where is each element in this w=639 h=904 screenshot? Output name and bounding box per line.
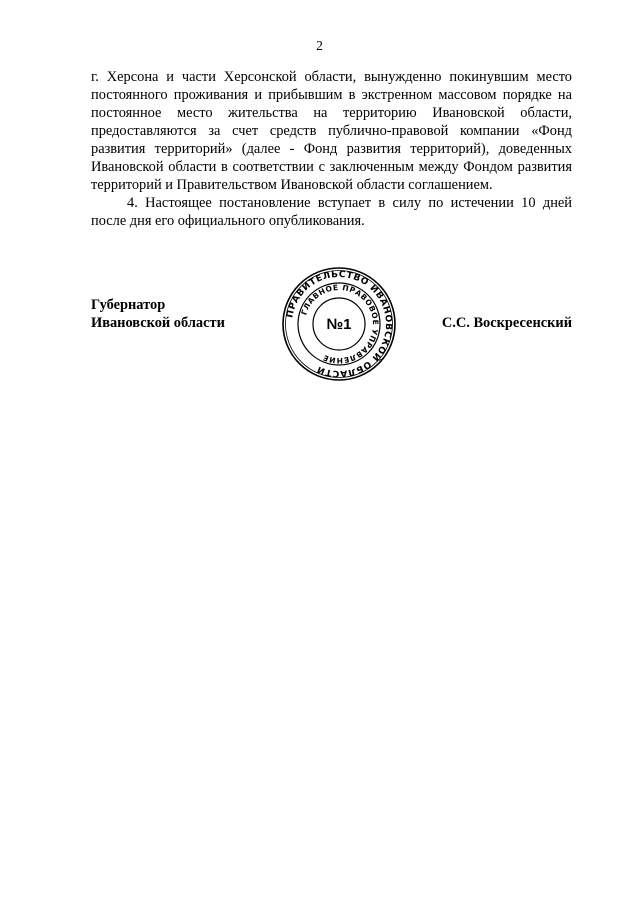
- signatory-name: С.С. Воскресенский: [441, 315, 572, 331]
- official-seal: [281, 266, 397, 382]
- signatory-title-line-1: Губернатор: [91, 297, 166, 313]
- seal-number: №1: [326, 316, 352, 333]
- page-number: 2: [316, 38, 323, 53]
- signature-block: [91, 269, 572, 379]
- seal-outer-text: ПРАВИТЕЛЬСТВО ИВАНОВСКОЙ ОБЛАСТИ: [285, 269, 394, 379]
- seal-inner-text: ГЛАВНОЕ ПРАВОВОЕ УПРАВЛЕНИЕ: [299, 282, 381, 366]
- body-paragraph-2: 4. Настоящее постановление вступает в силу по истечении 10 дней после дня его официального опубликования.: [91, 195, 572, 229]
- signatory-title: [91, 296, 225, 332]
- signatory-title-line-2: Ивановской области: [91, 315, 225, 331]
- document-body: [91, 68, 572, 230]
- body-paragraph-1: г. Херсона и части Херсонской области, вынужденно покинувшим место постоянного проживания и прибывшим в экстренном массовом порядке на постоянное место жительства на территорию Ивановской области, предоставляются за счет средств публично-правовой компании «Фонд развития территорий» (далее - Фонд развития территорий), доведенных Ивановской области в соответствии с заключенным между Фондом развития территорий и Правительством Ивановской области соглашением.: [91, 69, 572, 193]
- seal-graphic: [281, 266, 397, 382]
